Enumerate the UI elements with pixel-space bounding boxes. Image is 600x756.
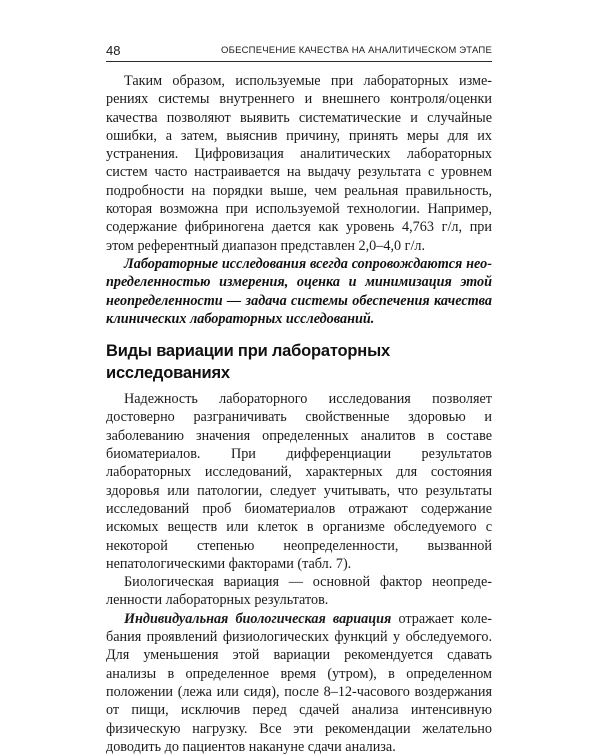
emphasis-paragraph-uncertainty: Лабораторные исследования всегда сопровождаются неопределенностью измерения, оценка и минимизация этой неопределенности — задача системы обеспечения качества клинических лабораторных исследований. [106,255,492,327]
paragraph-reliability: Надежность лабораторного исследования позволяет достоверно разграничивать свойственные здоровью и заболеванию значения определенных аналитов в составе биоматериалов. При дифференциации результатов лабораторных исследований, характерных для состояния здоровья или патологии, следует учитывать, что результаты исследований проб биоматериалов отражают содержание искомых веществ или клеток в организме обследуемого с некоторой степенью неопределенности, вызванной непатологическими факторами (табл. 7). [106,391,492,572]
page-number: 48 [106,43,121,58]
section-heading: Виды вариации при лабораторных исследованиях [106,342,390,383]
paragraph-quality-control: Таким образом, используемые при лабораторных измерениях системы внутреннего и внешнего контроля/оценки качества позволяют выявить систематические и случайные ошибки, а затем, выяснив причину, принять меры для их устранения. Цифровизация аналитических лабораторных систем часто настраивается на выдачу результата с уровнем подробности на порядки выше, чем реальная правильность, которая возможна при используемой технологии. Например, содержание фибриногена дается как уровень 4,763 г/л, при этом референтный диапазон представлен 2,0–4,0 г/л. [106,73,492,254]
paragraph-individual-variation-text: отражает колебания проявлений физиологических функций у обследуемого. Для уменьшения этой вариации рекомендуется сдавать анализы в определенное время (утром), в определенном положении (лежа или сидя), после 8–12-часового воздержания от пищи, исключив перед сдачей анализа интенсивную физическую нагрузку. Все эти рекомендации желательно доводить до пациентов накануне сдачи анализа. [106,610,492,755]
page-body [106,72,492,756]
term-individual-variation: Индивидуальная биологическая вариация [124,610,392,627]
paragraph-biological-variation: Биологическая вариация — основной фактор неопределенности лабораторных результатов. [106,574,492,609]
paragraph-individual-variation [106,610,492,756]
running-title: ОБЕСПЕЧЕНИЕ КАЧЕСТВА НА АНАЛИТИЧЕСКОМ ЭТАПЕ [221,45,492,56]
page-header [106,43,492,62]
